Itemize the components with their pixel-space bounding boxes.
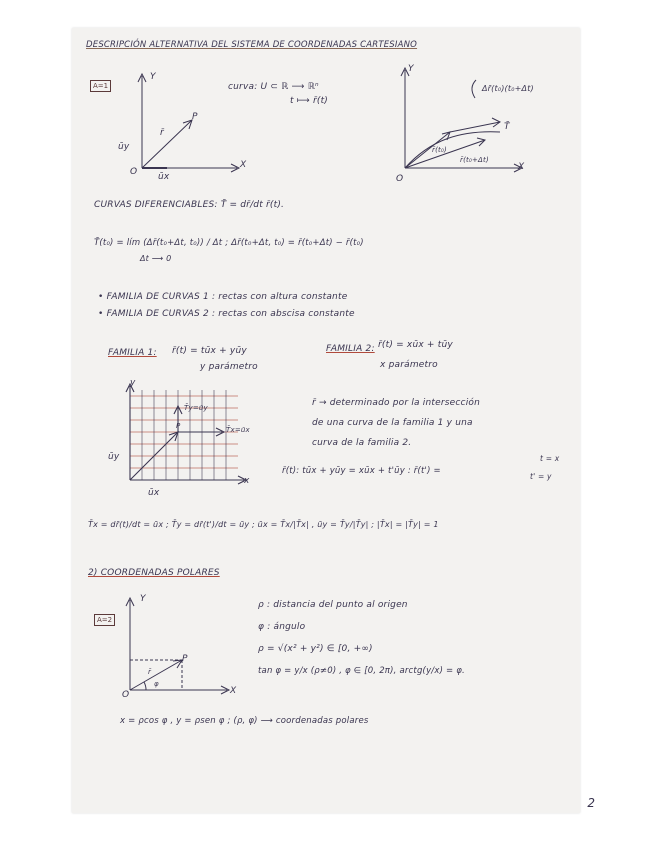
intersection-note-3: curva de la familia 2. <box>312 438 412 448</box>
differentiable-curves: CURVAS DIFERENCIABLES: T̄ = dr̄/dt r̄(t). <box>94 200 285 210</box>
grid-y-label: y <box>130 378 136 388</box>
intersection-note-2: de una curva de la familia 1 y una <box>312 418 473 428</box>
polar-conversion: x = ρcos φ , y = ρsen φ ; (ρ, φ) ⟶ coordenadas polares <box>120 716 369 726</box>
polar-phi-definition: φ : ángulo <box>258 622 306 632</box>
coordinate-grid-diagram <box>120 380 250 500</box>
polar-rho-equation: ρ = √(x² + y²) ∈ [0, +∞) <box>258 644 373 654</box>
unit-uy-label: ūy <box>118 142 130 152</box>
polar-y-label: Y <box>140 594 146 604</box>
r-t0-label: r̄(t₀) <box>432 146 447 154</box>
limit-subscript: Δt ⟶ 0 <box>140 254 172 263</box>
intersection-equation: r̄(t): tūx + yūy = xūx + t'ūy : r̄(t') = <box>282 466 441 476</box>
intersection-t-x: t = x <box>540 454 560 463</box>
axis-x-label-2: X <box>518 162 525 172</box>
grid-uy-label: ūy <box>108 452 120 462</box>
intersection-note-1: r̄ → determinado por la intersección <box>312 398 481 408</box>
curve-mapping: t ⟼ r̄(t) <box>290 96 329 106</box>
polar-rho-definition: ρ : distancia del punto al origen <box>258 600 408 610</box>
axis-x-label: X <box>240 160 247 170</box>
family-2-equation: r̄(t) = xūx + tūy <box>378 340 453 350</box>
r-t0dt-label: r̄(t₀+Δt) <box>460 156 489 164</box>
polar-origin-label: O <box>122 690 130 700</box>
tangent-label: T̄ <box>504 122 510 132</box>
grid-ux-label: ūx <box>148 488 160 498</box>
box-label-1: A=1 <box>90 80 111 92</box>
polar-phi-label: φ <box>154 680 159 688</box>
intersection-t-y: t' = y <box>530 472 552 481</box>
page-number: 2 <box>587 796 595 810</box>
vector-r-label: r̄ <box>160 128 164 138</box>
polar-x-label: X <box>230 686 237 696</box>
family-2-bullet: • FAMILIA DE CURVAS 2 : rectas con abscisa constante <box>98 309 355 319</box>
origin-label-2: O <box>396 174 404 184</box>
unit-vector-relations: T̄x = dr̄(t)/dt = ūx ; T̄y = dr̄(t')/dt = ūy ; ūx = T̄x/|T̄x| , ūy = T̄y/|T̄y| ; |T̄x| = |T̄y| = 1 <box>88 520 439 529</box>
origin-label: O <box>130 167 138 177</box>
curve-definition: curva: U ⊂ ℝ ⟶ ℝⁿ <box>228 82 319 92</box>
point-p-label: P <box>192 112 198 122</box>
family-1-heading: FAMILIA 1: <box>108 348 157 358</box>
polar-coordinates-diagram <box>112 592 232 697</box>
grid-ty-label: T̄y=ūy <box>184 404 208 412</box>
cartesian-vector-diagram <box>112 68 242 178</box>
family-1-bullet: • FAMILIA DE CURVAS 1 : rectas con altura constante <box>98 292 348 302</box>
polar-r-label: r̄ <box>148 668 152 676</box>
grid-x-label: x <box>244 476 250 486</box>
tangent-limit-formula: T̄(t₀) = lím (Δr̄(t₀+Δt, t₀)) / Δt ; Δr̄(t₀+Δt, t₀) = r̄(t₀+Δt) − r̄(t₀) <box>94 238 364 248</box>
family-2-parameter: x parámetro <box>380 360 438 370</box>
family-1-parameter: y parámetro <box>200 362 258 372</box>
box-label-2: A=2 <box>94 614 115 626</box>
axis-y-label-2: Y <box>408 64 414 74</box>
page-title: DESCRIPCIÓN ALTERNATIVA DEL SISTEMA DE COORDENADAS CARTESIANO <box>86 40 418 50</box>
polar-p-label: P <box>182 654 188 664</box>
polar-tan-equation: tan φ = y/x (ρ≠0) , φ ∈ [0, 2π), arctg(y/x) = φ. <box>258 666 465 676</box>
axis-y-label: Y <box>150 72 156 82</box>
unit-ux-label: ūx <box>158 172 170 182</box>
delta-r-label: Δr̄(t₀)(t₀+Δt) <box>482 84 534 93</box>
family-2-heading: FAMILIA 2: <box>326 344 375 354</box>
polar-section-title: 2) COORDENADAS POLARES <box>88 568 220 578</box>
grid-p-label: P <box>176 422 181 430</box>
family-1-equation: r̄(t) = tūx + yūy <box>172 346 247 356</box>
grid-tx-label: T̄x=ūx <box>226 426 250 434</box>
